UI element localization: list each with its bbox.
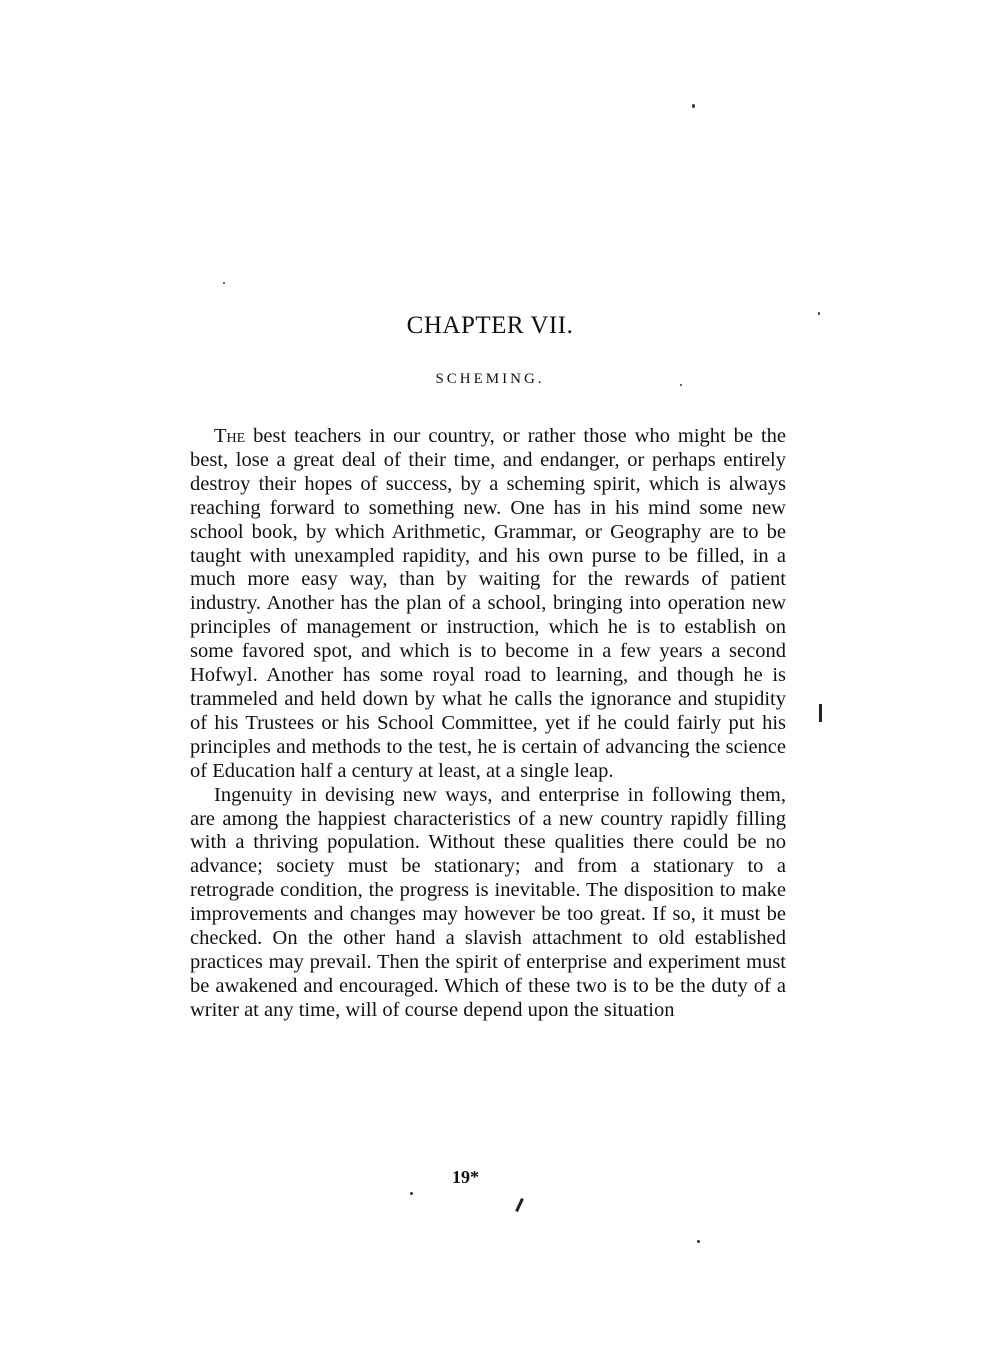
signature-mark: 19* <box>452 1167 479 1187</box>
scan-speck <box>680 384 682 386</box>
paragraph-1 <box>190 425 786 784</box>
paragraph-1-lead: The <box>214 425 246 447</box>
scan-speck <box>818 312 820 315</box>
body-text <box>190 425 786 1023</box>
paragraph-2: Ingenuity in devising new ways, and enterprise in following them, are among the happiest characteristics of a new country rapidly filling with a thriving population. Without these qualities there could be no advance; society must be stationary; and from a stationary to a retrograde condition, the progress is inevitable. The disposition to make improvements and changes may however be too great. If so, it must be checked. On the other hand a slavish attachment to old established practices may prevail. Then the spirit of enterprise and experiment must be awakened and encouraged. Which of these two is to be the duty of a writer at any time, will of course depend upon the situation <box>190 783 786 1021</box>
chapter-title: CHAPTER VII. <box>406 312 574 339</box>
scan-mark <box>515 1198 524 1212</box>
section-title: SCHEMING. <box>435 371 545 387</box>
scan-speck <box>410 1192 413 1195</box>
scan-mark <box>819 704 822 722</box>
scan-speck <box>697 1240 700 1243</box>
paragraph-1-text: best teachers in our country, or rather those who might be the best, lose a great deal of their time, and endanger, or perhaps entirely destroy their hopes of success, by a scheming spirit, which is always reaching forward to something new. One has in his mind some new school book, by which Arithmetic, Grammar, or Geography are to be taught with unexampled rapidity, and his own purse to be filled, in a much more easy way, than by waiting for the rewards of patient industry. Another has the plan of a school, bringing into operation new principles of management or instruction, which he is to establish on some favored spot, and which is to become in a few years a second Hofwyl. Another has some royal road to learning, and though he is trammeled and held down by what he calls the ignorance and stupidity of his Trustees or his School Committee, yet if he could fairly put his principles and methods to the test, he is certain of advancing the science of Education half a century at least, at a single leap. <box>190 425 786 782</box>
scan-speck <box>223 282 225 284</box>
scan-speck <box>692 104 695 108</box>
